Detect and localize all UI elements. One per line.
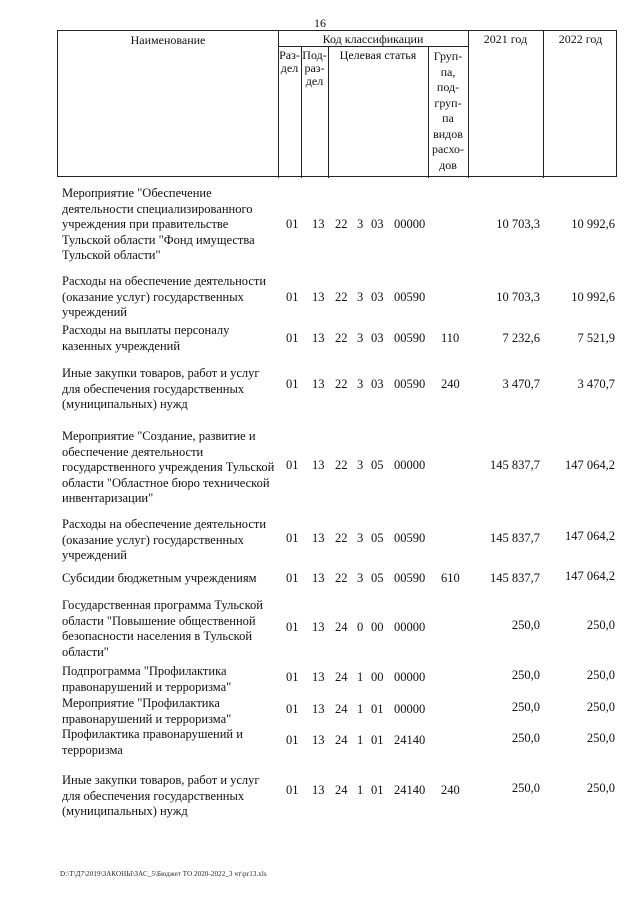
classification-header: Код классификации	[322, 32, 424, 46]
table-row: Расходы на обеспечение деятельности (оказание услуг) государственных учреждений 01 13 22 3 05 00590 145 837,7 147 064,2	[62, 517, 615, 562]
table-row: Мероприятие "Профилактика правонарушений и терроризма" 01 13 24 1 01 00000 250,0 250,0	[62, 696, 615, 726]
expense-group-header: Груп- па, под- груп- па видов расхо- дов	[431, 49, 465, 172]
subsection-header: Под- раз- дел	[302, 48, 327, 88]
table-row: Расходы на обеспечение деятельности (оказание услуг) государственных учреждений 01 13 22 3 03 00590 10 703,3 10 992,6	[62, 274, 615, 319]
table-row: Государственная программа Тульской области "Повышение общественной безопасности населения в Тульской области" 01 13 24 0 00 00000 250,0 250,0	[62, 598, 615, 659]
table-row: Мероприятие "Создание, развитие и обеспечение деятельности государственного учреждения Тульской области "Областное бюро технической инвентаризации" 01 13 22 3 05 00000 145 837,7 147 064,2	[62, 429, 615, 505]
column-name-header: Наименование	[130, 33, 206, 47]
table-row: Иные закупки товаров, работ и услуг для обеспечения государственных (муниципальных) нужд 01 13 22 3 03 00590 240 3 470,7 3 470,7	[62, 366, 615, 411]
table-row: Расходы на выплаты персоналу казенных учреждений 01 13 22 3 03 00590 110 7 232,6 7 521,9	[62, 323, 615, 353]
table-header	[57, 30, 617, 177]
file-path-footer: D:\Т\Д7\2019\ЗАКОНЫ\ЗАС_5\Бюджет ТО 2020-2022_3 чт\pr13.xls	[60, 870, 267, 878]
table-row: Мероприятие "Обеспечение деятельности специализированного учреждения при правительстве Тульской области "Фонд имущества Тульской области" 01 13 22 3 03 00000 10 703,3 10 992,6	[62, 186, 615, 262]
table-row: Иные закупки товаров, работ и услуг для обеспечения государственных (муниципальных) нужд 01 13 24 1 01 24140 240 250,0 250,0	[62, 773, 615, 818]
page-number: 16	[314, 16, 326, 30]
year-2021-header: 2021 год	[483, 32, 528, 46]
table-row: Подпрограмма "Профилактика правонарушений и терроризма" 01 13 24 1 00 00000 250,0 250,0	[62, 664, 615, 694]
table-row: Профилактика правонарушений и терроризма 01 13 24 1 01 24140 250,0 250,0	[62, 727, 615, 757]
section-header: Раз- дел	[279, 48, 300, 75]
year-2022-header: 2022 год	[558, 32, 603, 46]
table-row: Субсидии бюджетным учреждениям 01 13 22 3 05 00590 610 145 837,7 147 064,2	[62, 569, 615, 585]
target-article-header: Целевая статья	[339, 48, 417, 62]
